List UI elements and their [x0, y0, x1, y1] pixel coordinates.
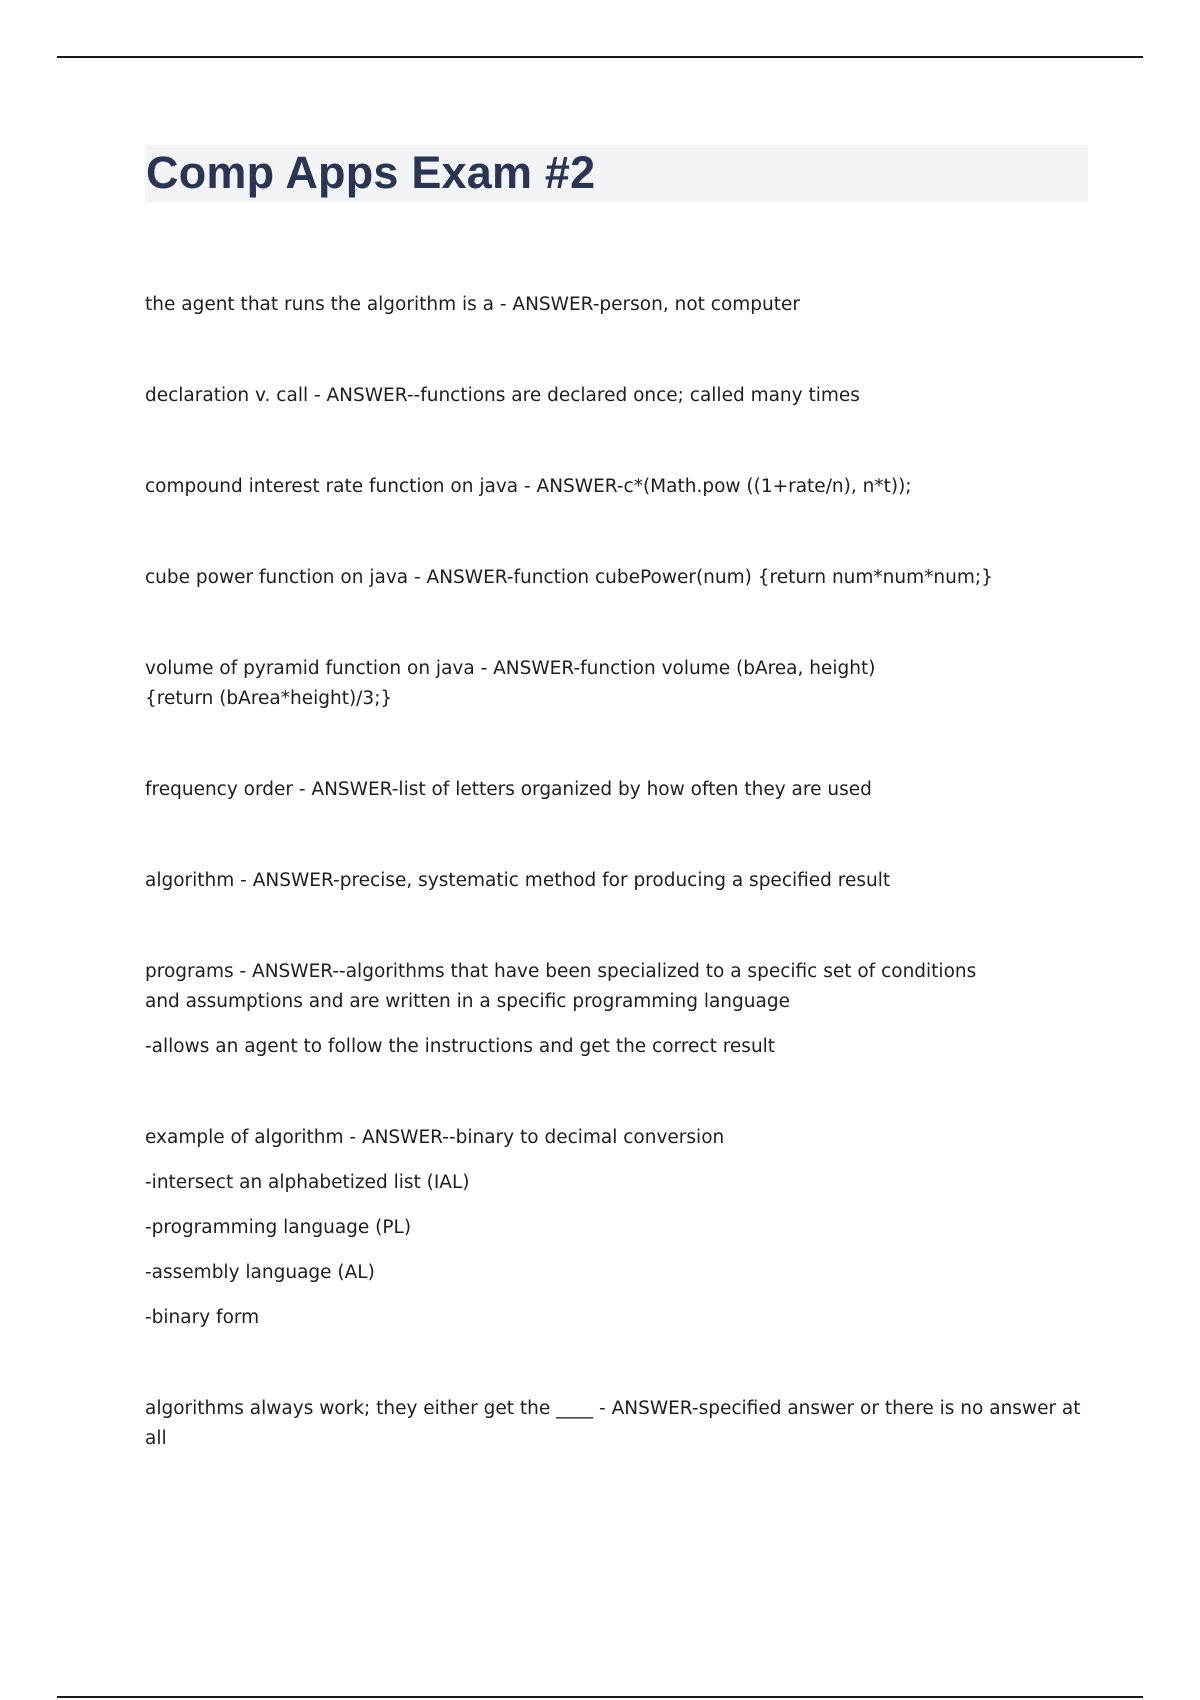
qa-entry [145, 1123, 1105, 1333]
qa-line: cube power function on java - ANSWER-function cubePower(num) {return num*num*num;} [145, 567, 993, 588]
qa-line: algorithm - ANSWER-precise, systematic method for producing a specified result [145, 870, 891, 891]
qa-entry [145, 866, 1105, 896]
qa-line: -binary form [145, 1307, 260, 1328]
qa-line: compound interest rate function on java - ANSWER-c*(Math.pow ((1+rate/n), n*t)); [145, 476, 912, 497]
qa-line: declaration v. call - ANSWER--functions are declared once; called many times [145, 385, 860, 406]
qa-line: volume of pyramid function on java - ANSWER-function volume (bArea, height) {return (bArea*height)/3;} [145, 658, 876, 709]
qa-entry [145, 654, 1105, 714]
qa-entry [145, 957, 1105, 1062]
qa-entry [145, 1394, 1105, 1454]
qa-line: -programming language (PL) [145, 1217, 412, 1238]
qa-line: -allows an agent to follow the instructions and get the correct result [145, 1036, 776, 1057]
page-title: Comp Apps Exam #2 [146, 147, 596, 198]
qa-list [145, 290, 1105, 1515]
qa-entry [145, 563, 1105, 593]
qa-entry [145, 381, 1105, 411]
qa-line: example of algorithm - ANSWER--binary to decimal conversion [145, 1127, 725, 1148]
qa-line: algorithms always work; they either get the ____ - ANSWER-specified answer or there is no answer at all [145, 1398, 1081, 1449]
qa-line: the agent that runs the algorithm is a - ANSWER-person, not computer [145, 294, 800, 315]
qa-line: -intersect an alphabetized list (IAL) [145, 1172, 470, 1193]
qa-line: frequency order - ANSWER-list of letters organized by how often they are used [145, 779, 872, 800]
qa-entry [145, 472, 1105, 502]
qa-line: programs - ANSWER--algorithms that have been specialized to a specific set of conditions and assumptions and are written in a specific programming language [145, 961, 977, 1012]
top-rule [57, 56, 1143, 58]
qa-line: -assembly language (AL) [145, 1262, 375, 1283]
qa-entry [145, 290, 1105, 320]
qa-entry [145, 775, 1105, 805]
bottom-rule [57, 1696, 1143, 1698]
